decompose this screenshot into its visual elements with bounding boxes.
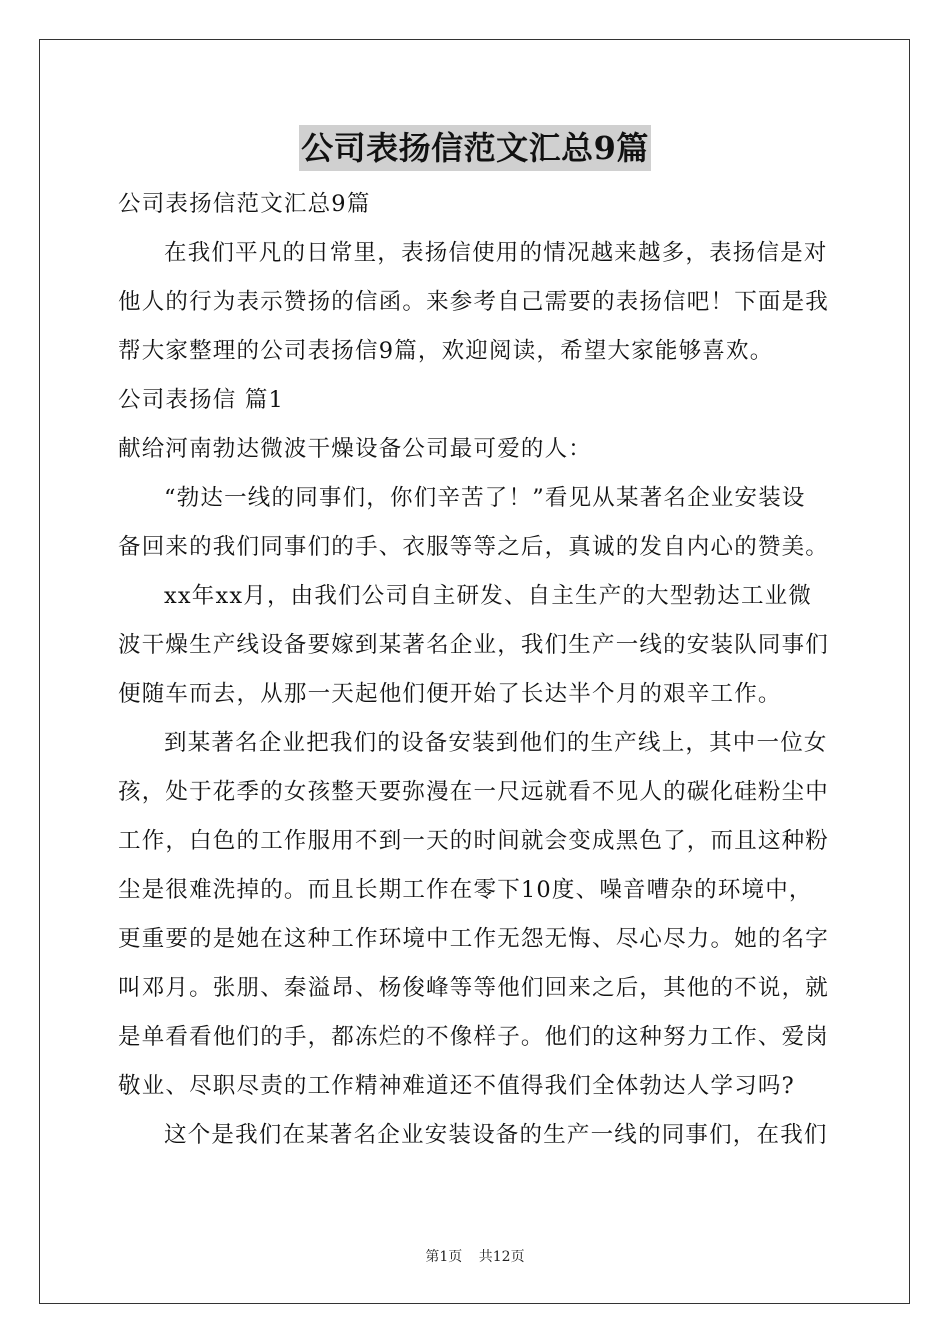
page-footer	[0, 1246, 950, 1266]
text-line: 备回来的我们同事们的手、衣服等等之后，真诚的发自内心的赞美。	[118, 534, 830, 560]
text-line: “勃达一线的同事们，你们辛苦了！”看见从某著名企业安装设	[164, 485, 806, 511]
text-line: 这个是我们在某著名企业安装设备的生产一线的同事们，在我们	[164, 1122, 828, 1148]
text-line: 公司表扬信范文汇总9篇	[118, 191, 371, 217]
text-line: 叫邓月。张朋、秦溢昂、杨俊峰等等他们回来之后，其他的不说，就	[118, 975, 830, 1001]
text-line: 更重要的是她在这种工作环境中工作无怨无悔、尽心尽力。她的名字	[118, 926, 830, 952]
text-line: 他人的行为表示赞扬的信函。来参考自己需要的表扬信吧！下面是我	[118, 289, 830, 315]
document-body	[118, 180, 833, 1160]
page-total: 共12页	[478, 1249, 525, 1265]
text-line: 公司表扬信 篇1	[118, 387, 285, 413]
text-line: 在我们平凡的日常里，表扬信使用的情况越来越多，表扬信是对	[164, 240, 828, 266]
text-line: 孩，处于花季的女孩整天要弥漫在一尺远就看不见人的碳化硅粉尘中	[118, 779, 830, 805]
text-line: 尘是很难洗掉的。而且长期工作在零下10度、噪音嘈杂的环境中，	[118, 877, 813, 903]
text-line: 工作，白色的工作服用不到一天的时间就会变成黑色了，而且这种粉	[118, 828, 830, 854]
text-line: 便随车而去，从那一天起他们便开始了长达半个月的艰辛工作。	[118, 681, 782, 707]
text-line: 波干燥生产线设备要嫁到某著名企业，我们生产一线的安装队同事们	[118, 632, 830, 658]
text-line: 到某著名企业把我们的设备安装到他们的生产线上，其中一位女	[164, 730, 828, 756]
title-container	[0, 125, 950, 171]
text-line: xx年xx月，由我们公司自主研发、自主生产的大型勃达工业微	[164, 583, 813, 609]
text-line: 是单看看他们的手，都冻烂的不像样子。他们的这种努力工作、爱岗	[118, 1024, 830, 1050]
text-line: 献给河南勃达微波干燥设备公司最可爱的人：	[118, 436, 593, 462]
text-line: 敬业、尽职尽责的工作精神难道还不值得我们全体勃达人学习吗?	[118, 1073, 795, 1099]
text-line: 帮大家整理的公司表扬信9篇，欢迎阅读，希望大家能够喜欢。	[118, 338, 774, 364]
page-number: 第1页	[425, 1249, 463, 1265]
document-title: 公司表扬信范文汇总9篇	[299, 125, 651, 171]
